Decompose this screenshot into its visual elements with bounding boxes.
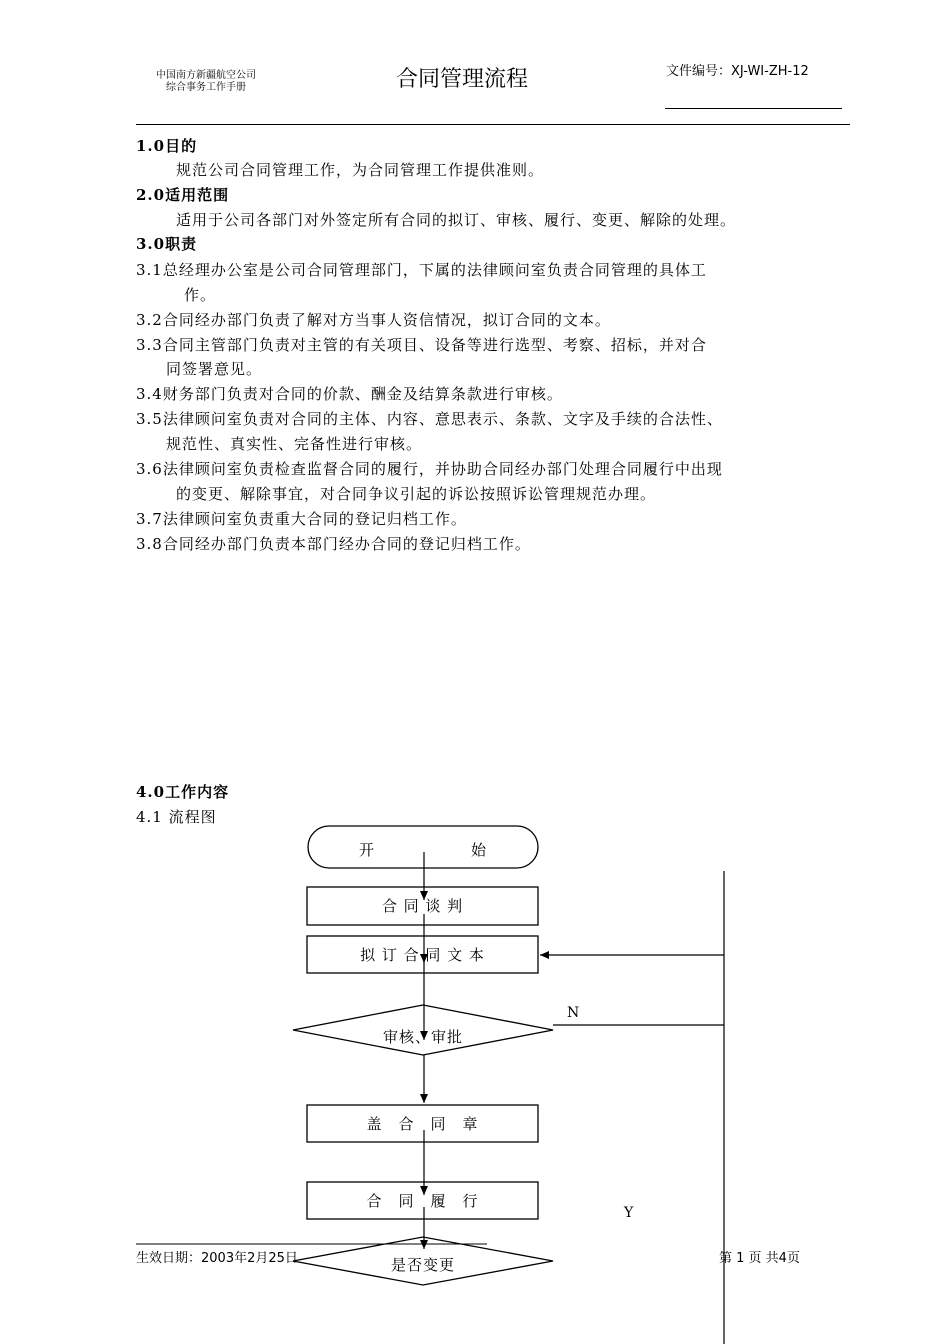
flow-draft-label: 拟 订 合 同 文 本 [360,946,485,964]
responsibility-3-8: 3.8合同经办部门负责本部门经办合同的登记归档工作。 [136,535,531,553]
flow-negotiate-label: 合 同 谈 判 [381,897,464,915]
responsibility-3-6: 3.6法律顾问室负责检查监督合同的履行，并协助合同经办部门处理合同履行中出现 [136,460,723,478]
responsibility-3-3: 3.3合同主管部门负责对主管的有关项目、设备等进行选型、考察、招标，并对合 [136,336,707,354]
responsibility-3-1: 3.1总经理办公室是公司合同管理部门，下属的法律顾问室负责合同管理的具体工 [136,261,707,279]
section-3-heading: 3.0职责 [136,235,198,253]
flow-review-label: 审核、审批 [382,1028,463,1046]
page-title: 合同管理流程 [396,67,529,92]
responsibility-3-1-cont: 作。 [184,286,217,304]
responsibility-3-6-cont: 的变更、解除事宜，对合同争议引起的诉讼按照诉讼管理规范办理。 [176,485,657,503]
responsibility-3-2: 3.2合同经办部门负责了解对方当事人资信情况，拟订合同的文本。 [136,311,611,329]
responsibility-3-7: 3.7法律顾问室负责重大合同的登记归档工作。 [136,510,467,528]
flow-y-label: Y [624,1205,635,1221]
flow-start-label: 开 始 [358,841,487,859]
company-line-1: 中国南方新疆航空公司 [156,70,256,81]
flow-n-label: N [567,1005,581,1021]
document-number: 文件编号：XJ-WI-ZH-12 [666,64,809,79]
flow-change-label: 是否变更 [390,1256,455,1274]
effective-date: 生效日期：2003年2月25日 [136,1251,298,1266]
company-line-2: 综合事务工作手册 [166,82,246,93]
page-number: 第 1 页 共4页 [719,1251,800,1266]
section-1-heading: 1.0目的 [136,137,198,155]
responsibility-3-3-cont: 同签署意见。 [166,360,263,378]
flow-seal-label: 盖 合 同 章 [366,1115,479,1133]
flow-perform-label: 合 同 履 行 [366,1192,479,1210]
section-2-body: 适用于公司各部门对外签定所有合同的拟订、审核、履行、变更、解除的处理。 [176,211,737,229]
responsibility-3-5-cont: 规范性、真实性、完备性进行审核。 [166,435,423,453]
section-1-body: 规范公司合同管理工作，为合同管理工作提供准则。 [176,161,545,179]
section-4-1-label: 4.1 流程图 [136,808,217,826]
section-4-heading: 4.0工作内容 [136,783,230,801]
section-2-heading: 2.0适用范围 [136,186,230,204]
responsibility-3-4: 3.4财务部门负责对合同的价款、酬金及结算条款进行审核。 [136,385,563,403]
responsibility-3-5: 3.5法律顾问室负责对合同的主体、内容、意思表示、条款、文字及手续的合法性、 [136,410,723,428]
